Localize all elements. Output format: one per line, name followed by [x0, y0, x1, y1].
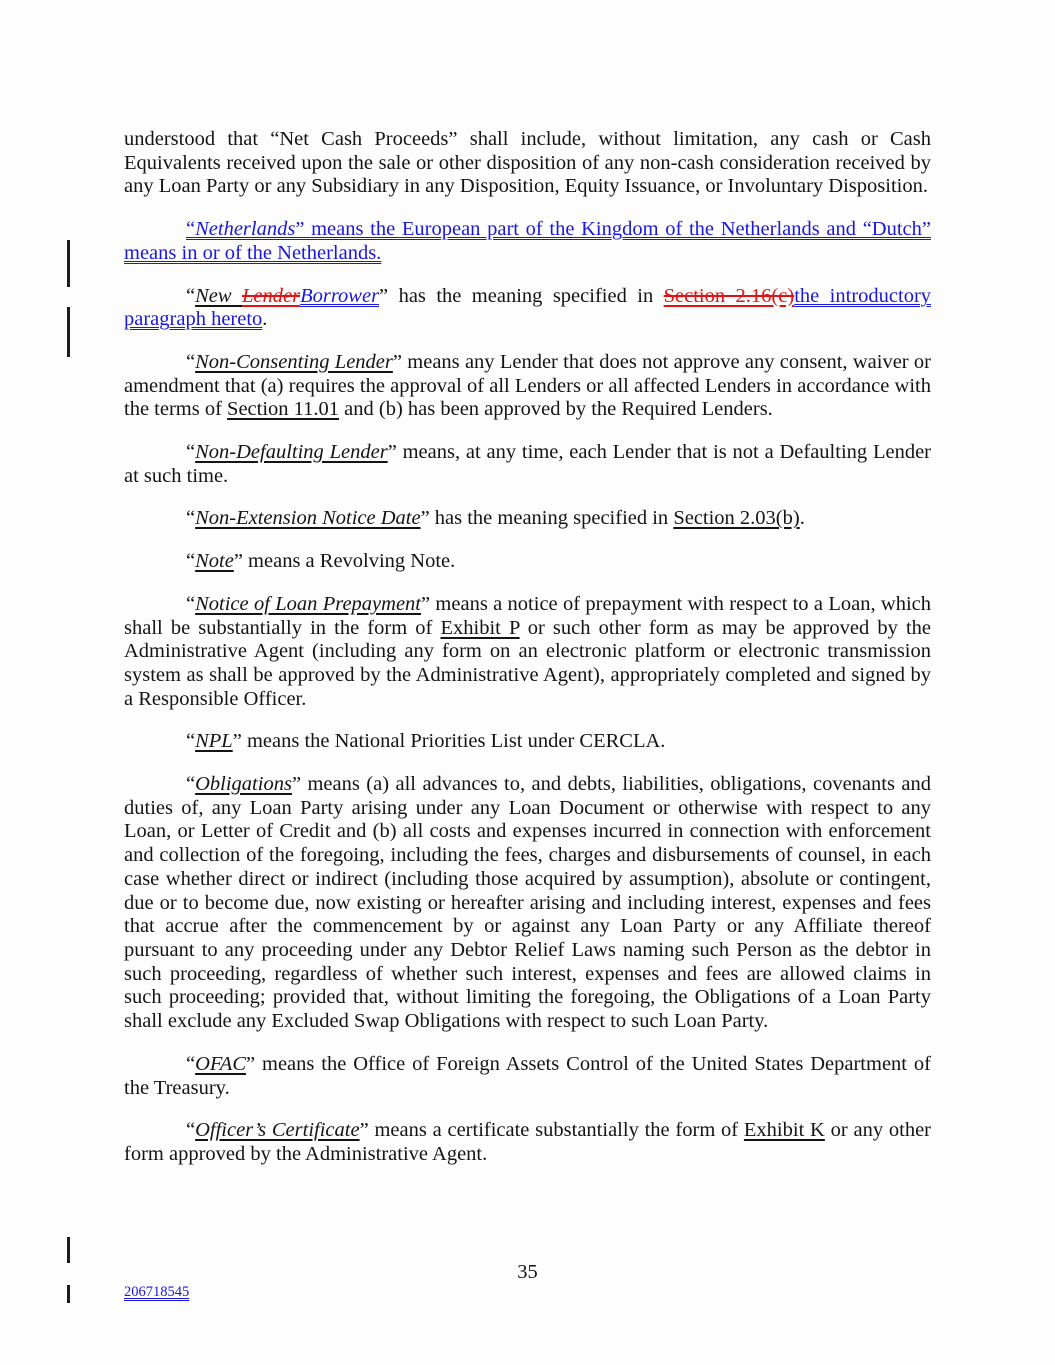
defined-term: Non-Extension Notice Date — [195, 507, 421, 530]
text-run: ” means the Office of Foreign Assets Control of the United States Department of the Treasury. — [124, 1052, 931, 1099]
inserted-text: the introductory paragraph hereto — [124, 284, 932, 331]
inserted-text: ” means the European part of the Kingdom of the Netherlands and “Dutch” means in or of the Netherlands. — [124, 218, 931, 264]
section-reference: Exhibit K — [743, 1119, 825, 1142]
change-bar — [67, 307, 70, 357]
inserted-text: “ — [186, 218, 196, 241]
defined-term: Non-Consenting Lender — [195, 350, 393, 373]
text-run: ” has the meaning specified in — [379, 284, 664, 307]
text-run: “ — [186, 730, 196, 753]
defined-term: Notice of Loan Prepayment — [195, 592, 421, 615]
text-run: “ — [186, 550, 196, 573]
defined-term: NPL — [195, 730, 233, 753]
inserted-defined-term: Netherlands — [195, 218, 296, 241]
text-run: ” means a Revolving Note. — [233, 550, 456, 573]
para-definition-new-borrower — [124, 285, 931, 332]
change-bar — [67, 1237, 70, 1263]
text-run: ” means a notice of prepayment with respect to a Loan, which shall be substantially in the form of — [124, 592, 931, 639]
section-reference: Section 11.01 — [227, 398, 340, 421]
text-run: or such other form as may be approved by the Administrative Agent (including any form on an electronic platform or electronic transmission system as shall be approved by the Administrative Agent), appropriately completed and signed by a Responsible Officer. — [124, 616, 931, 710]
inserted-defined-term: Borrower — [300, 284, 380, 307]
para-definition-npl — [124, 730, 931, 754]
text-run: understood that “Net Cash Proceeds” shall include, without limitation, any cash or Cash Equivalents received upon the sale or other disposition of any non-cash consideration received by any Loan Party or any Subsidiary in any Disposition, Equity Issuance, or Involuntary Disposition. — [124, 128, 931, 198]
text-run: “ — [186, 773, 196, 796]
defined-term: Note — [195, 550, 234, 573]
text-run: ” means (a) all advances to, and debts, liabilities, obligations, covenants and duties of, any Loan Party arising under any Loan Document or otherwise with respect to any Loan, or Letter of Credit and (b) all costs and expenses incurred in connection with enforcement and collection of the foregoing, including the fees, charges and disbursements of counsel, in each case whether direct or indirect (including those acquired by assumption), absolute or contingent, due or to become due, now existing or hereafter arising and including interest, expenses and fees that accrue after the commencement by or against any Loan Party or any Affiliate thereof pursuant to any proceeding under any Debtor Relief Laws naming such Person as the debtor in such proceeding, regardless of whether such interest, expenses and fees are allowed claims in such proceeding; provided that, without limiting the foregoing, the Obligations of a Loan Party shall exclude any Excluded Swap Obligations with respect to such Loan Party. — [124, 773, 931, 1033]
para-definition-notice-of-loan-prepayment — [124, 593, 931, 712]
para-definition-non-consenting-lender — [124, 351, 931, 422]
text-run: . — [799, 507, 805, 530]
para-definition-ofac — [124, 1053, 931, 1100]
page-number: 35 — [517, 1261, 538, 1283]
text-run: “ — [186, 1119, 196, 1142]
document-id: 206718545 — [124, 1284, 190, 1300]
text-run: and (b) has been approved by the Required Lenders. — [339, 398, 773, 421]
para-definition-non-extension-notice-date — [124, 507, 931, 531]
text-run: . — [262, 308, 268, 331]
text-run: ” has the meaning specified in — [420, 507, 674, 530]
section-reference: Section 2.03(b) — [673, 507, 800, 530]
text-run: “ — [186, 507, 196, 530]
defined-term: Officer’s Certificate — [195, 1119, 360, 1142]
text-run: “ — [186, 350, 196, 373]
defined-term: New — [195, 284, 242, 307]
text-run: “ — [186, 441, 196, 464]
deleted-defined-term: Lender — [242, 284, 301, 307]
text-run: ” means, at any time, each Lender that is not a Defaulting Lender at such time. — [124, 441, 931, 487]
change-bar — [67, 240, 70, 287]
change-bar — [67, 1285, 70, 1303]
text-run: ” means a certificate substantially the form of — [359, 1119, 744, 1142]
defined-term: Non-Defaulting Lender — [195, 441, 388, 464]
defined-term: OFAC — [195, 1052, 246, 1075]
para-definition-obligations — [124, 773, 931, 1034]
text-run: or any other form approved by the Administrative Agent. — [124, 1119, 931, 1165]
text-run: “ — [186, 592, 196, 615]
text-run: “ — [186, 1052, 196, 1075]
section-reference: Exhibit P — [440, 616, 520, 639]
para-net-cash-proceeds-continuation — [124, 128, 931, 199]
para-definition-netherlands — [124, 218, 931, 265]
para-definition-officers-certificate — [124, 1119, 931, 1166]
para-definition-non-defaulting-lender — [124, 441, 931, 488]
text-run: ” means any Lender that does not approve any consent, waiver or amendment that (a) requires the approval of all Lenders or all affected Lenders in accordance with the terms of — [124, 350, 931, 421]
defined-term: Obligations — [195, 773, 292, 796]
deleted-text: Section 2.16(c) — [663, 284, 795, 307]
text-run: ” means the National Priorities List under CERCLA. — [232, 730, 666, 753]
para-definition-note — [124, 550, 931, 574]
text-run: “ — [186, 284, 196, 307]
document-body — [124, 128, 931, 1167]
